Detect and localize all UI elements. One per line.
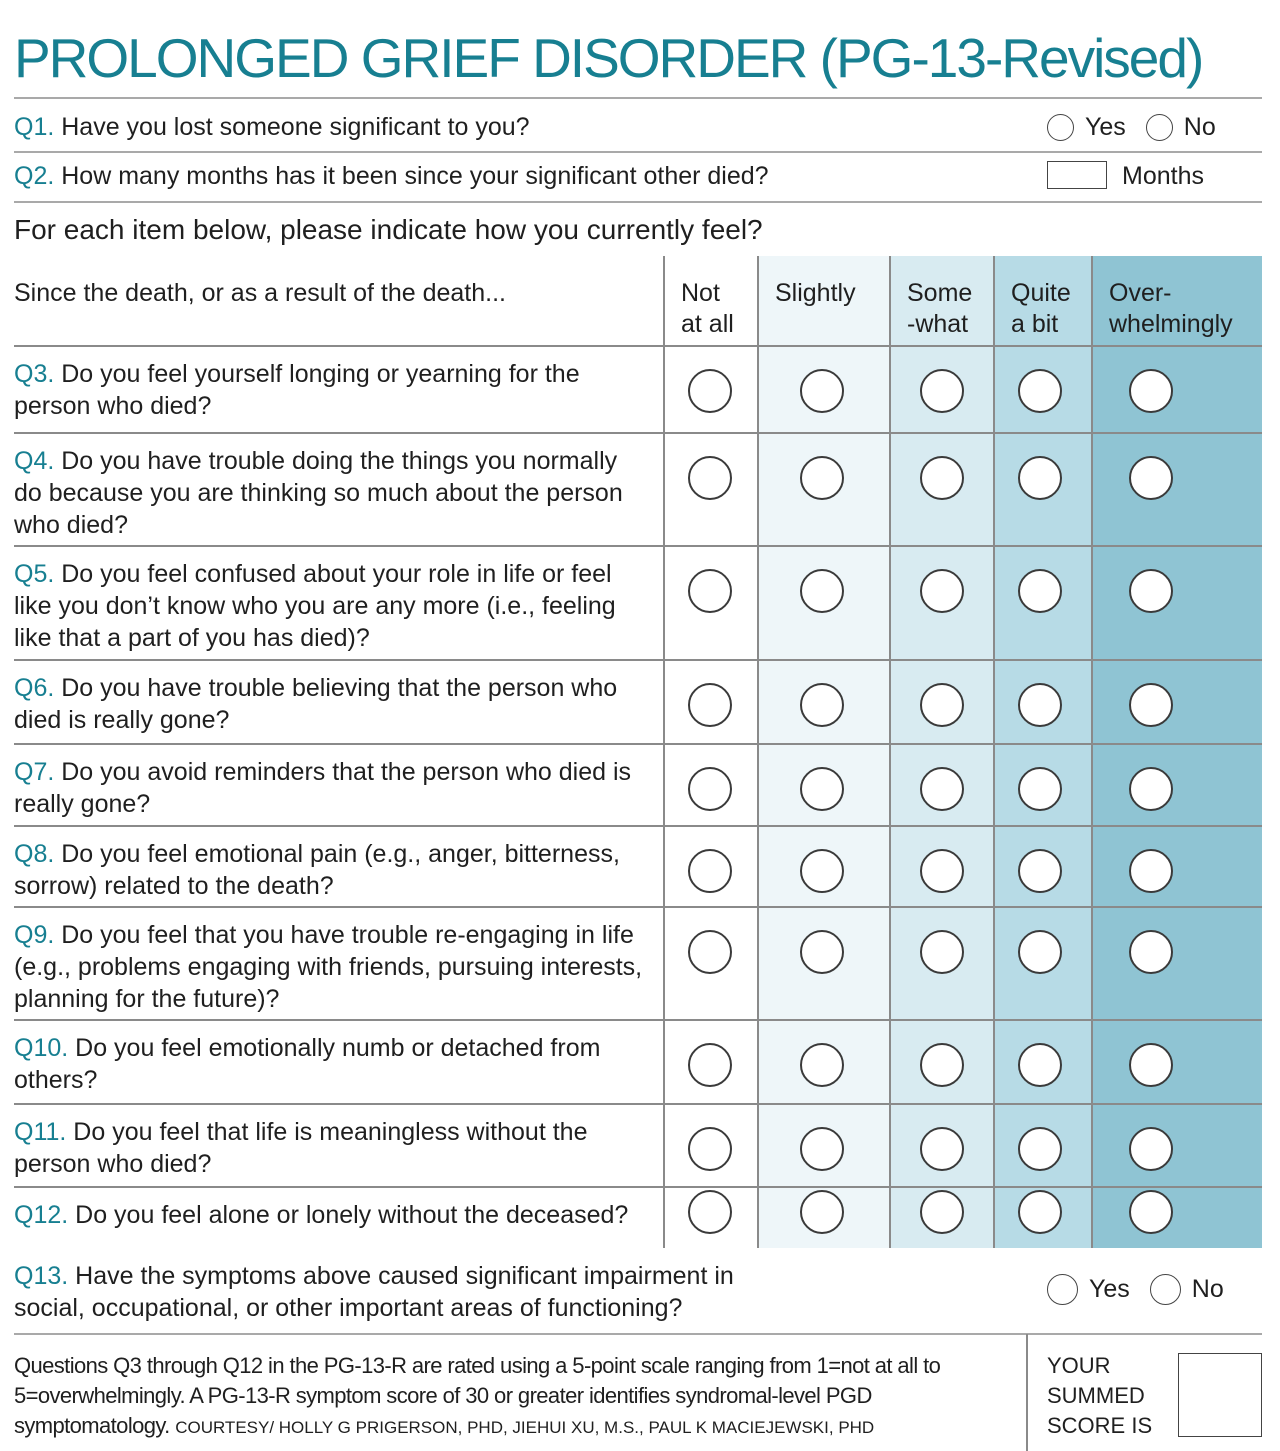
item-5-option-5-radio[interactable]	[1129, 569, 1173, 613]
item-9-option-3-radio[interactable]	[920, 930, 964, 974]
item-text: Do you avoid reminders that the person who died is really gone?	[14, 758, 632, 818]
score-label-line: SUMMED	[1047, 1383, 1145, 1408]
item-5-option-1-radio[interactable]	[688, 569, 732, 613]
item-9-option-4-radio[interactable]	[1018, 930, 1062, 974]
column-divider	[889, 256, 891, 1248]
row-divider	[14, 1103, 1262, 1105]
item-text: Do you have trouble believing that the person who died is really gone?	[14, 674, 618, 734]
row-divider	[14, 825, 1262, 827]
item-7-option-2-radio[interactable]	[800, 767, 844, 811]
q1-no-radio[interactable]	[1146, 114, 1173, 141]
item-7-option-5-radio[interactable]	[1129, 767, 1173, 811]
rating-grid	[14, 256, 1262, 1248]
scale-header-5	[1109, 278, 1233, 340]
scale-header-1	[681, 278, 734, 340]
column-divider	[663, 256, 665, 1248]
item-row-text	[14, 672, 650, 736]
item-12-option-3-radio[interactable]	[920, 1190, 964, 1234]
score-divider	[1026, 1334, 1028, 1451]
scale-header-line: a bit	[1011, 310, 1059, 338]
row-divider	[14, 1019, 1262, 1021]
item-6-option-5-radio[interactable]	[1129, 683, 1173, 727]
item-11-option-5-radio[interactable]	[1129, 1127, 1173, 1171]
scale-header-line: whelmingly	[1109, 310, 1233, 338]
grid-lead-text: Since the death, or as a result of the death...	[14, 279, 506, 307]
header-divider	[14, 345, 1262, 347]
item-row-text	[14, 1116, 650, 1180]
column-divider	[1091, 256, 1093, 1248]
q13-options	[1047, 1274, 1244, 1305]
row-divider	[14, 1186, 1262, 1188]
item-8-option-1-radio[interactable]	[688, 849, 732, 893]
scale-header-line: Over-	[1109, 279, 1172, 307]
row-divider	[14, 906, 1262, 908]
q13-number: Q13.	[14, 1262, 69, 1290]
item-3-option-4-radio[interactable]	[1018, 369, 1062, 413]
item-4-option-5-radio[interactable]	[1129, 456, 1173, 500]
q2-number: Q2.	[14, 162, 55, 190]
item-9-option-5-radio[interactable]	[1129, 930, 1173, 974]
scale-header-line: Not	[681, 279, 720, 307]
item-row-text	[14, 919, 650, 1015]
item-11-option-4-radio[interactable]	[1018, 1127, 1062, 1171]
item-9-option-2-radio[interactable]	[800, 930, 844, 974]
item-number: Q12.	[14, 1201, 69, 1229]
item-number: Q4.	[14, 447, 55, 475]
q13-row	[14, 1260, 774, 1324]
footer-note	[14, 1351, 1014, 1443]
item-12-option-1-radio[interactable]	[688, 1190, 732, 1234]
q1-yes-label: Yes	[1085, 113, 1126, 141]
item-text: Do you feel that life is meaningless without the person who died?	[14, 1118, 588, 1178]
q13-no-label: No	[1191, 1275, 1224, 1303]
months-input[interactable]	[1047, 161, 1107, 189]
item-text: Do you feel alone or lonely without the deceased?	[75, 1201, 629, 1229]
column-divider	[993, 256, 995, 1248]
item-number: Q10.	[14, 1034, 69, 1062]
q1-yes-radio[interactable]	[1047, 114, 1074, 141]
item-row-text	[14, 756, 650, 820]
item-6-option-1-radio[interactable]	[688, 683, 732, 727]
scale-header-3	[907, 278, 972, 340]
item-text: Do you feel emotional pain (e.g., anger, bitterness, sorrow) related to the death?	[14, 840, 620, 900]
item-4-option-2-radio[interactable]	[800, 456, 844, 500]
item-number: Q6.	[14, 674, 55, 702]
scale-column-5	[1092, 256, 1262, 1248]
scale-header-4	[1011, 278, 1071, 340]
item-number: Q9.	[14, 921, 55, 949]
score-label	[1047, 1351, 1152, 1441]
item-6-option-2-radio[interactable]	[800, 683, 844, 727]
divider	[14, 201, 1262, 203]
item-text: Do you feel that you have trouble re-engaging in life (e.g., problems engaging with friends, pursuing interests, planning for the future)?	[14, 921, 643, 1013]
item-9-option-1-radio[interactable]	[688, 930, 732, 974]
item-row-text	[14, 1199, 650, 1231]
item-5-option-4-radio[interactable]	[1018, 569, 1062, 613]
q1-no-label: No	[1183, 113, 1216, 141]
scale-header-2	[775, 278, 856, 309]
item-10-option-5-radio[interactable]	[1129, 1043, 1173, 1087]
q1-options	[1047, 113, 1236, 142]
item-12-option-2-radio[interactable]	[800, 1190, 844, 1234]
column-divider	[757, 256, 759, 1248]
score-label-line: YOUR	[1047, 1353, 1111, 1378]
item-10-option-1-radio[interactable]	[688, 1043, 732, 1087]
item-number: Q11.	[14, 1118, 67, 1146]
item-row-text	[14, 358, 650, 422]
months-label: Months	[1122, 162, 1204, 190]
scale-header-line: Quite	[1011, 279, 1071, 307]
item-text: Do you feel emotionally numb or detached from others?	[14, 1034, 601, 1094]
item-8-option-2-radio[interactable]	[800, 849, 844, 893]
item-row-text	[14, 1032, 650, 1096]
item-row-text	[14, 838, 650, 902]
q13-no-radio[interactable]	[1150, 1274, 1181, 1305]
item-text: Do you have trouble doing the things you normally do because you are thinking so much about the person who died?	[14, 447, 623, 539]
footer-divider	[14, 1333, 1262, 1335]
divider	[14, 151, 1262, 153]
item-6-option-3-radio[interactable]	[920, 683, 964, 727]
row-divider	[14, 659, 1262, 661]
q2-text: How many months has it been since your significant other died?	[61, 162, 769, 190]
item-3-option-5-radio[interactable]	[1129, 369, 1173, 413]
item-3-option-3-radio[interactable]	[920, 369, 964, 413]
title-divider	[14, 97, 1262, 99]
scale-header-line: at all	[681, 310, 734, 338]
item-number: Q8.	[14, 840, 55, 868]
item-4-option-1-radio[interactable]	[688, 456, 732, 500]
item-text: Do you feel confused about your role in life or feel like you don’t know who you are any more (i.e., feeling like that a part of you has died)?	[14, 560, 616, 652]
item-row-text	[14, 445, 650, 541]
item-8-option-5-radio[interactable]	[1129, 849, 1173, 893]
row-divider	[14, 545, 1262, 547]
instruction-text: For each item below, please indicate how you currently feel?	[14, 214, 763, 245]
item-5-option-3-radio[interactable]	[920, 569, 964, 613]
item-8-option-3-radio[interactable]	[920, 849, 964, 893]
q13-text: Have the symptoms above caused significant impairment in social, occupational, or other important areas of functioning?	[14, 1262, 734, 1322]
item-text: Do you feel yourself longing or yearning for the person who died?	[14, 360, 580, 420]
row-divider	[14, 432, 1262, 434]
item-12-option-5-radio[interactable]	[1129, 1190, 1173, 1234]
q1-number: Q1.	[14, 113, 55, 141]
item-11-option-3-radio[interactable]	[920, 1127, 964, 1171]
item-10-option-2-radio[interactable]	[800, 1043, 844, 1087]
item-3-option-2-radio[interactable]	[800, 369, 844, 413]
scoring-note: Questions Q3 through Q12 in the PG-13-R are rated using a 5-point scale ranging from 1=not at all to 5=overwhelmingly. A PG-13-R symptom score of 30 or greater identifies syndromal-level PGD symptomatology.	[14, 1353, 941, 1438]
courtesy-credit: COURTESY/ HOLLY G PRIGERSON, PHD, JIEHUI XU, M.S., PAUL K MACIEJEWSKI, PHD	[175, 1418, 875, 1437]
item-11-option-1-radio[interactable]	[688, 1127, 732, 1171]
item-6-option-4-radio[interactable]	[1018, 683, 1062, 727]
item-7-option-1-radio[interactable]	[688, 767, 732, 811]
item-4-option-3-radio[interactable]	[920, 456, 964, 500]
q13-yes-label: Yes	[1089, 1275, 1130, 1303]
form-title: PROLONGED GRIEF DISORDER (PG-13-Revised)	[14, 27, 1203, 89]
item-12-option-4-radio[interactable]	[1018, 1190, 1062, 1234]
scale-header-line: Slightly	[775, 279, 856, 307]
item-7-option-3-radio[interactable]	[920, 767, 964, 811]
item-3-option-1-radio[interactable]	[688, 369, 732, 413]
item-number: Q3.	[14, 360, 55, 388]
item-10-option-4-radio[interactable]	[1018, 1043, 1062, 1087]
summed-score-input[interactable]	[1178, 1353, 1262, 1437]
scale-header-line: -what	[907, 310, 969, 338]
item-4-option-4-radio[interactable]	[1018, 456, 1062, 500]
item-row-text	[14, 558, 650, 654]
q13-yes-radio[interactable]	[1047, 1274, 1078, 1305]
item-7-option-4-radio[interactable]	[1018, 767, 1062, 811]
scale-header-line: Some	[907, 279, 973, 307]
item-number: Q5.	[14, 560, 55, 588]
score-label-line: SCORE IS	[1047, 1413, 1153, 1438]
item-5-option-2-radio[interactable]	[800, 569, 844, 613]
item-number: Q7.	[14, 758, 55, 786]
q1-text: Have you lost someone significant to you?	[61, 113, 530, 141]
row-divider	[14, 743, 1262, 745]
item-11-option-2-radio[interactable]	[800, 1127, 844, 1171]
item-8-option-4-radio[interactable]	[1018, 849, 1062, 893]
item-10-option-3-radio[interactable]	[920, 1043, 964, 1087]
